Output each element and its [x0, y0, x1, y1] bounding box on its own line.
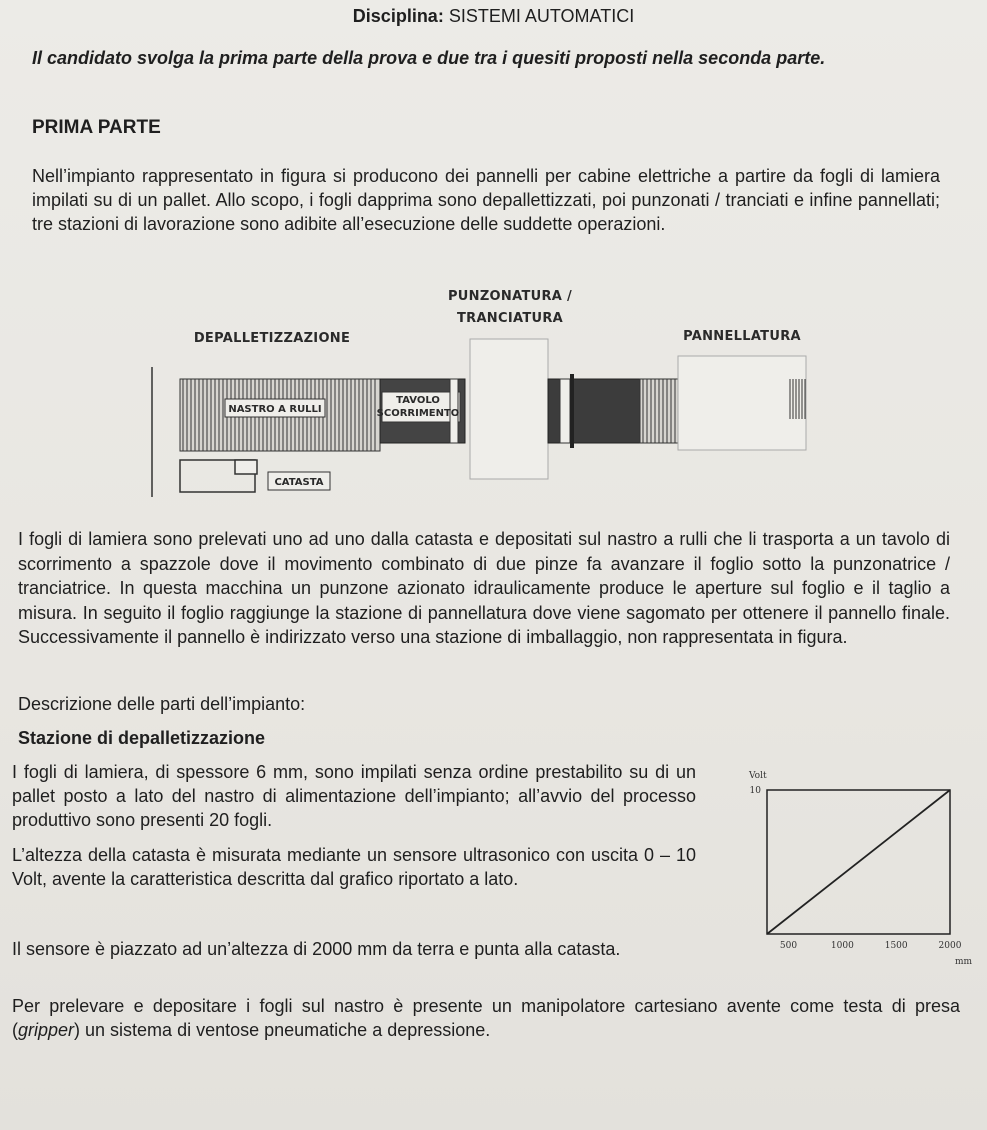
paragraph-process: I fogli di lamiera sono prelevati uno ad uno dalla catasta e depositati sul nastro a rulli che li trasporta a un tavolo di scorrimento a spazzole dove il movimento combinato di due pinze fa avanzare il foglio sotto la punzonatrice / tranciatrice. In questa macchina un punzone azionato idraulicamente produce le aperture sul foglio e il taglio a misura. In seguito il foglio raggiunge la stazione di pannellatura dove viene sagomato per ottenere il pannello finale. Successivamente il pannello è indirizzato verso una stazione di imballaggio, non rappresentata in figura.	[18, 529, 950, 648]
x-axis-label: mm	[955, 957, 973, 967]
pile-stack	[180, 460, 330, 492]
header-label: Disciplina:	[352, 6, 444, 26]
intro-instructions: Il candidato svolga la prima parte della prova e due tra i quesiti proposti nella seconda parte.	[32, 48, 826, 68]
label-catasta: CATASTA	[274, 477, 324, 488]
subsection-title: Stazione di depalletizzazione	[18, 728, 266, 748]
x-tick-label: 500	[779, 941, 798, 951]
roller-conveyor	[180, 379, 380, 451]
header	[0, 6, 987, 27]
label-nastro: NASTRO A RULLI	[228, 404, 322, 415]
label-tranciatura: TRANCIATURA	[456, 311, 564, 326]
paragraph-plant-overview: Nell’impianto rappresentato in figura si producono dei pannelli per cabine elettriche a partire da fogli di lamiera impilati su di un pallet. Allo scopo, i fogli dapprima sono depallettizzati, poi punzonati / tranciati e infine pannellati; tre stazioni di lavorazione sono adibite all’esecuzione delle suddette operazioni.	[32, 166, 940, 234]
section-title: PRIMA PARTE	[32, 117, 161, 138]
sliding-table	[377, 379, 465, 443]
x-tick-label: 2000	[938, 941, 962, 951]
punching-station	[470, 339, 548, 479]
paragraph-sheets: I fogli di lamiera, di spessore 6 mm, sono impilati senza ordine prestabilito su di un pallet posto a lato del nastro di alimentazione dell’impianto; all’avvio del processo produttivo sono presenti 20 fogli.	[12, 762, 696, 830]
x-tick-label: 1500	[884, 941, 908, 951]
paragraph-sensor: L’altezza della catasta è misurata mediante un sensore ultrasonico con uscita 0 – 10 Volt, avente la caratteristica descritta dal grafico riportato a lato.	[12, 845, 696, 889]
label-tavolo-1: TAVOLO	[396, 395, 440, 406]
label-tavolo-2: SCORRIMENTO	[376, 408, 460, 419]
gripper-term: gripper	[18, 1020, 75, 1040]
label-depalletizzazione: DEPALLETIZZAZIONE	[193, 331, 351, 346]
panelling-feed	[640, 379, 680, 443]
sensor-graph	[745, 762, 975, 972]
series-line	[767, 790, 950, 934]
label-punzonatura: PUNZONATURA /	[447, 289, 573, 304]
y-axis-label: Volt	[749, 771, 767, 781]
x-tick-label: 1000	[830, 941, 854, 951]
header-subject: SISTEMI AUTOMATICI	[448, 6, 635, 26]
paragraph-parts-heading: Descrizione delle parti dell’impianto:	[18, 694, 306, 714]
label-pannellatura: PANNELLATURA	[683, 329, 801, 344]
plant-diagram	[150, 282, 850, 502]
y-tick-label: 10	[749, 786, 761, 796]
panelling-station	[678, 356, 806, 450]
paragraph-manipulator: Per prelevare e depositare i fogli sul nastro è presente un manipolatore cartesiano avente come testa di presa (gripper) un sistema di ventose pneumatiche a depressione.	[12, 996, 960, 1040]
paragraph-sensor-height: Il sensore è piazzato ad un’altezza di 2000 mm da terra e punta alla catasta.	[12, 939, 621, 959]
